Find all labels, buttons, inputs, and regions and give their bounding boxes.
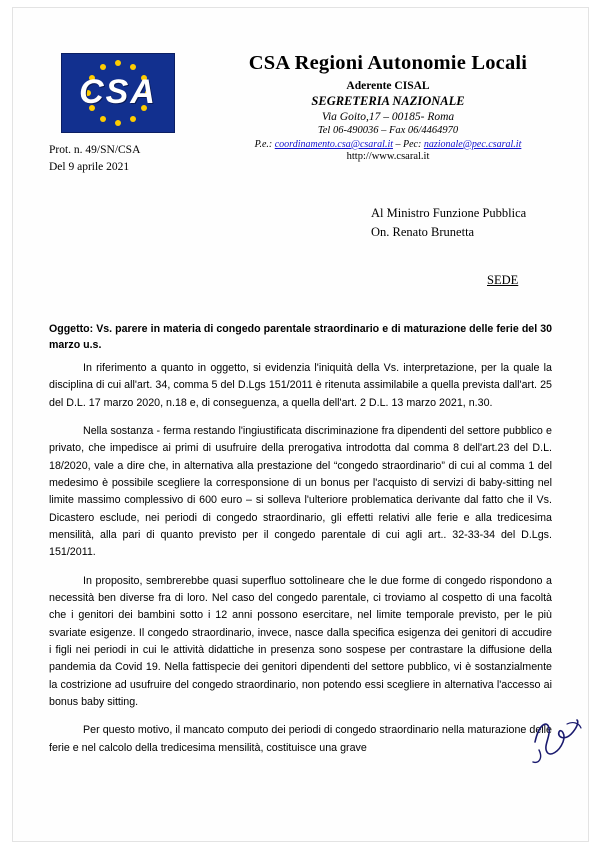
email-link-pec[interactable]: nazionale@pec.csaral.it	[423, 138, 522, 150]
signature-mark	[529, 708, 589, 768]
document-sheet	[13, 8, 588, 841]
body-paragraph-1: In riferimento a quanto in oggetto, si evidenzia l'iniquità della Vs. interpretazione, per la quale la disciplina di cui all'art. 34, comma 5 del D.Lgs 151/2011 è ritenuta assimilabile a quella prevista dall'art. 25 del D.L. 17 marzo 2020, n.18 e, di conseguenza, a quella dell'art. 2 D.L. 13 marzo 2021, n.30.	[49, 362, 552, 409]
organization-block	[193, 52, 583, 162]
letterhead	[13, 8, 588, 173]
letter-body	[49, 360, 552, 768]
email-prefix-label: P.e.:	[254, 138, 275, 150]
protocol-block	[49, 142, 140, 175]
addressee-line-1: Al Ministro Funzione Pubblica	[371, 206, 527, 220]
body-paragraph-3: In proposito, sembrerebbe quasi superfluo sottolineare che le due forme di congedo rispondono a necessità ben diverse fra di loro. Nel caso del congedo parentale, ci troviamo al cospetto di una facoltà che i genitori dei bambini sotto i 12 anni possono esercitare, nel limite temporale previsto, per le più svariate esigenze. Il congedo straordinario, invece, nasce dalla specifica esigenza dei genitori di accudire i figli nei periodi in cui le attività didattiche in presenza sono sospese per contrastare la diffusione della pandemia da Covid 19. Nella fattispecie dei genitori dipendenti del settore pubblico, vi è sostanzialmente la costrizione ad usufruire del congedo straordinario, non potendo essi scegliere in alternativa l'accesso ai bonus baby sitting.	[49, 574, 552, 708]
organization-phone: Tel 06-490036 – Fax 06/4464970	[317, 124, 459, 136]
logo-acronym: CSA	[79, 73, 157, 111]
addressee-line-2: On. Renato Brunetta	[371, 224, 475, 239]
organization-department: SEGRETERIA NAZIONALE	[311, 93, 465, 108]
email-link-primary[interactable]: coordinamento.csa@csaral.it	[274, 138, 393, 150]
organization-title: CSA Regioni Autonomie Locali	[248, 52, 528, 74]
organization-website: http://www.csaral.it	[346, 150, 430, 162]
body-paragraph-2: Nella sostanza - ferma restando l'ingiustificata discriminazione fra dipendenti del settore pubblico e privato, che impedisce ai primi di usufruire della prerogativa introdotta dal comma 8 dell'art.23 del D.L. 18/2020, vale a dire che, in alternativa alla prestazione del “congedo straordinario” di cui al comma 1 del medesimo è possibile scegliere la corresponsione di un bonus per l'acquisto di servizi di baby-sitting nel limite massimo complessivo di 600 euro – si solleva l'ulteriore problematica derivante dal fatto che il Vs. Dicastero esclude, nei periodi di congedo straordinario, gli effetti relativi alle ferie e alla tredicesima mensilità, alla pari di quanto previsto per il congedo parentale di cui agli art.. 32-33-34 del D.Lgs. 151/2011.	[49, 424, 552, 559]
organization-affiliation: Aderente CISAL	[346, 79, 430, 92]
organization-emails	[193, 139, 583, 150]
place-label: SEDE	[487, 273, 519, 287]
subject-line: Oggetto: Vs. parere in materia di congedo parentale straordinario e di maturazione delle ferie del 30 marzo u.s.	[49, 323, 552, 352]
protocol-date: Del 9 aprile 2021	[49, 160, 130, 173]
addressee-block	[371, 204, 526, 242]
organization-address: Via Goito,17 – 00185- Roma	[321, 110, 455, 123]
protocol-number: Prot. n. 49/SN/CSA	[49, 144, 141, 156]
email-separator-label: – Pec:	[393, 138, 424, 150]
csa-logo	[61, 53, 175, 133]
body-paragraph-4: Per questo motivo, il mancato computo dei periodi di congedo straordinario nella maturazione delle ferie e nel calcolo della tredicesima mensilità, costituisce una grave	[49, 724, 552, 754]
